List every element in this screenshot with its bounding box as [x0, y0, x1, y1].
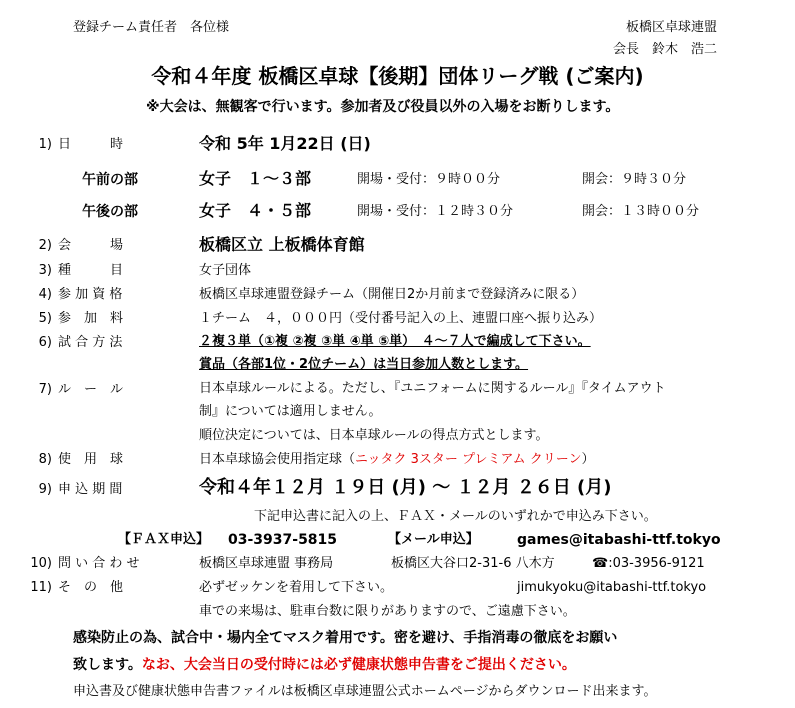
- item-label: ル ー ル: [58, 382, 124, 397]
- format-value: ２複３単（①複 ②複 ③単 ④単 ⑤単） ４～７人で編成して下さい。: [199, 334, 591, 349]
- session-pm-name: 午後の部: [82, 204, 138, 220]
- session-am-name: 午前の部: [82, 172, 138, 188]
- session-am-division: 女子 １～３部: [199, 169, 312, 188]
- chair-name: 会長 鈴木 浩二: [613, 42, 718, 57]
- item-number: 5): [38, 311, 52, 326]
- item-label: 参 加 料: [58, 311, 124, 326]
- item-number: 11): [30, 580, 52, 595]
- ball-value-text: 日本卓球協会使用指定球（: [199, 452, 356, 467]
- ball-brand: ニッタク 3スター プレミアム クリーン: [355, 452, 582, 467]
- period-value: 令和４年１２月 １９日 (月) ～ １２月 ２６日 (月): [199, 477, 612, 498]
- label-fee: [24, 311, 123, 327]
- contact-phone: ☎:03-3956-9121: [592, 556, 705, 571]
- mail-label: 【メール申込】: [388, 532, 479, 547]
- ball-value: [199, 452, 595, 468]
- label-period: [24, 482, 122, 498]
- notice-text: ※大会は、無観客で行います。参加者及び役員以外の入場をお断りします。: [146, 99, 620, 115]
- item-label: 種 目: [58, 263, 124, 278]
- contact-org: 板橋区卓球連盟 事務局: [199, 556, 334, 571]
- venue-value: 板橋区立 上板橋体育館: [199, 235, 365, 254]
- addressee: 登録チーム責任者 各位様: [73, 20, 230, 35]
- item-number: 6): [38, 335, 52, 350]
- eligibility-value: 板橋区卓球連盟登録チーム（開催日2か月前まで登録済みに限る）: [199, 287, 585, 302]
- label-other: [24, 580, 123, 596]
- fee-value: １チーム ４，０００円（受付番号記入の上、連盟口座へ振り込み）: [199, 311, 603, 326]
- session-am-start: 開会：９時３０分: [582, 172, 687, 187]
- item-number: 8): [38, 452, 52, 467]
- item-number: 7): [38, 382, 52, 397]
- page-title: 令和４年度 板橋区卓球【後期】団体リーグ戦 (ご案内): [151, 64, 644, 88]
- label-eligibility: [24, 287, 122, 303]
- item-label: 使 用 球: [58, 452, 124, 467]
- footer-line-2a: 致します。: [73, 657, 142, 673]
- label-date: [24, 137, 123, 153]
- session-pm-division: 女子 ４・５部: [199, 201, 312, 220]
- footer-line-2: [73, 656, 576, 674]
- category-value: 女子団体: [199, 263, 252, 278]
- fax-label: 【ＦＡＸ申込】: [118, 532, 210, 547]
- label-contact: [24, 556, 140, 572]
- label-category: [24, 263, 123, 279]
- footer-health-notice: なお、大会当日の受付時には必ず健康状態申告書をご提出ください。: [141, 657, 576, 673]
- ball-value-end: ）: [581, 452, 595, 467]
- item-label: 申 込 期 間: [58, 482, 123, 497]
- other-line-1: 必ずゼッケンを着用して下さい。: [199, 580, 393, 595]
- mail-address[interactable]: games@itabashi-ttf.tokyo: [517, 532, 721, 548]
- label-format: [24, 335, 122, 351]
- label-venue: [24, 238, 123, 254]
- item-label: 会 場: [58, 238, 124, 253]
- other-line-2: 車での来場は、駐車台数に限りがありますので、ご遠慮下さい。: [199, 604, 576, 619]
- session-pm-start: 開会：１３時００分: [582, 204, 700, 219]
- footer-line-3: 申込書及び健康状態申告書ファイルは板橋区卓球連盟公式ホームページからダウンロード出来ます。: [73, 684, 657, 699]
- fax-number: 03-3937-5815: [228, 532, 338, 548]
- item-number: 1): [38, 137, 52, 152]
- item-number: 3): [38, 263, 52, 278]
- date-value: 令和 5年 1月22日 (日): [199, 134, 371, 153]
- rules-line-1: 日本卓球ルールによる。ただし、『ユニフォームに関するルール』『タイムアウト: [199, 381, 666, 396]
- item-label: そ の 他: [58, 580, 124, 595]
- rules-line-2: 制』については適用しません。: [199, 404, 382, 419]
- item-label: 参 加 資 格: [58, 287, 123, 302]
- item-label: 問 い 合 わ せ: [58, 556, 140, 571]
- period-instructions: 下記申込書に記入の上、ＦＡＸ・メールのいずれかで申込み下さい。: [254, 509, 657, 524]
- contact-address: 板橋区大谷口2-31-6 八木方: [391, 556, 555, 571]
- label-rules: [24, 382, 123, 398]
- footer-line-1: 感染防止の為、試合中・場内全てマスク着用です。密を避け、手指消毒の徹底をお願い: [73, 630, 618, 646]
- label-ball: [24, 452, 123, 468]
- organization-name: 板橋区卓球連盟: [626, 20, 718, 35]
- item-number: 10): [30, 556, 52, 571]
- item-label: 試 合 方 法: [58, 335, 123, 350]
- other-email[interactable]: jimukyoku@itabashi-ttf.tokyo: [517, 580, 707, 595]
- item-number: 4): [38, 287, 52, 302]
- session-am-open: 開場・受付：９時００分: [357, 172, 501, 187]
- item-label: 日 時: [58, 137, 124, 152]
- prize-note: 賞品（各部1位・2位チーム）は当日参加人数とします。: [199, 357, 529, 372]
- item-number: 2): [38, 238, 52, 253]
- session-pm-open: 開場・受付：１２時３０分: [357, 204, 514, 219]
- item-number: 9): [38, 482, 52, 497]
- rules-line-3: 順位決定については、日本卓球ルールの得点方式とします。: [199, 428, 549, 443]
